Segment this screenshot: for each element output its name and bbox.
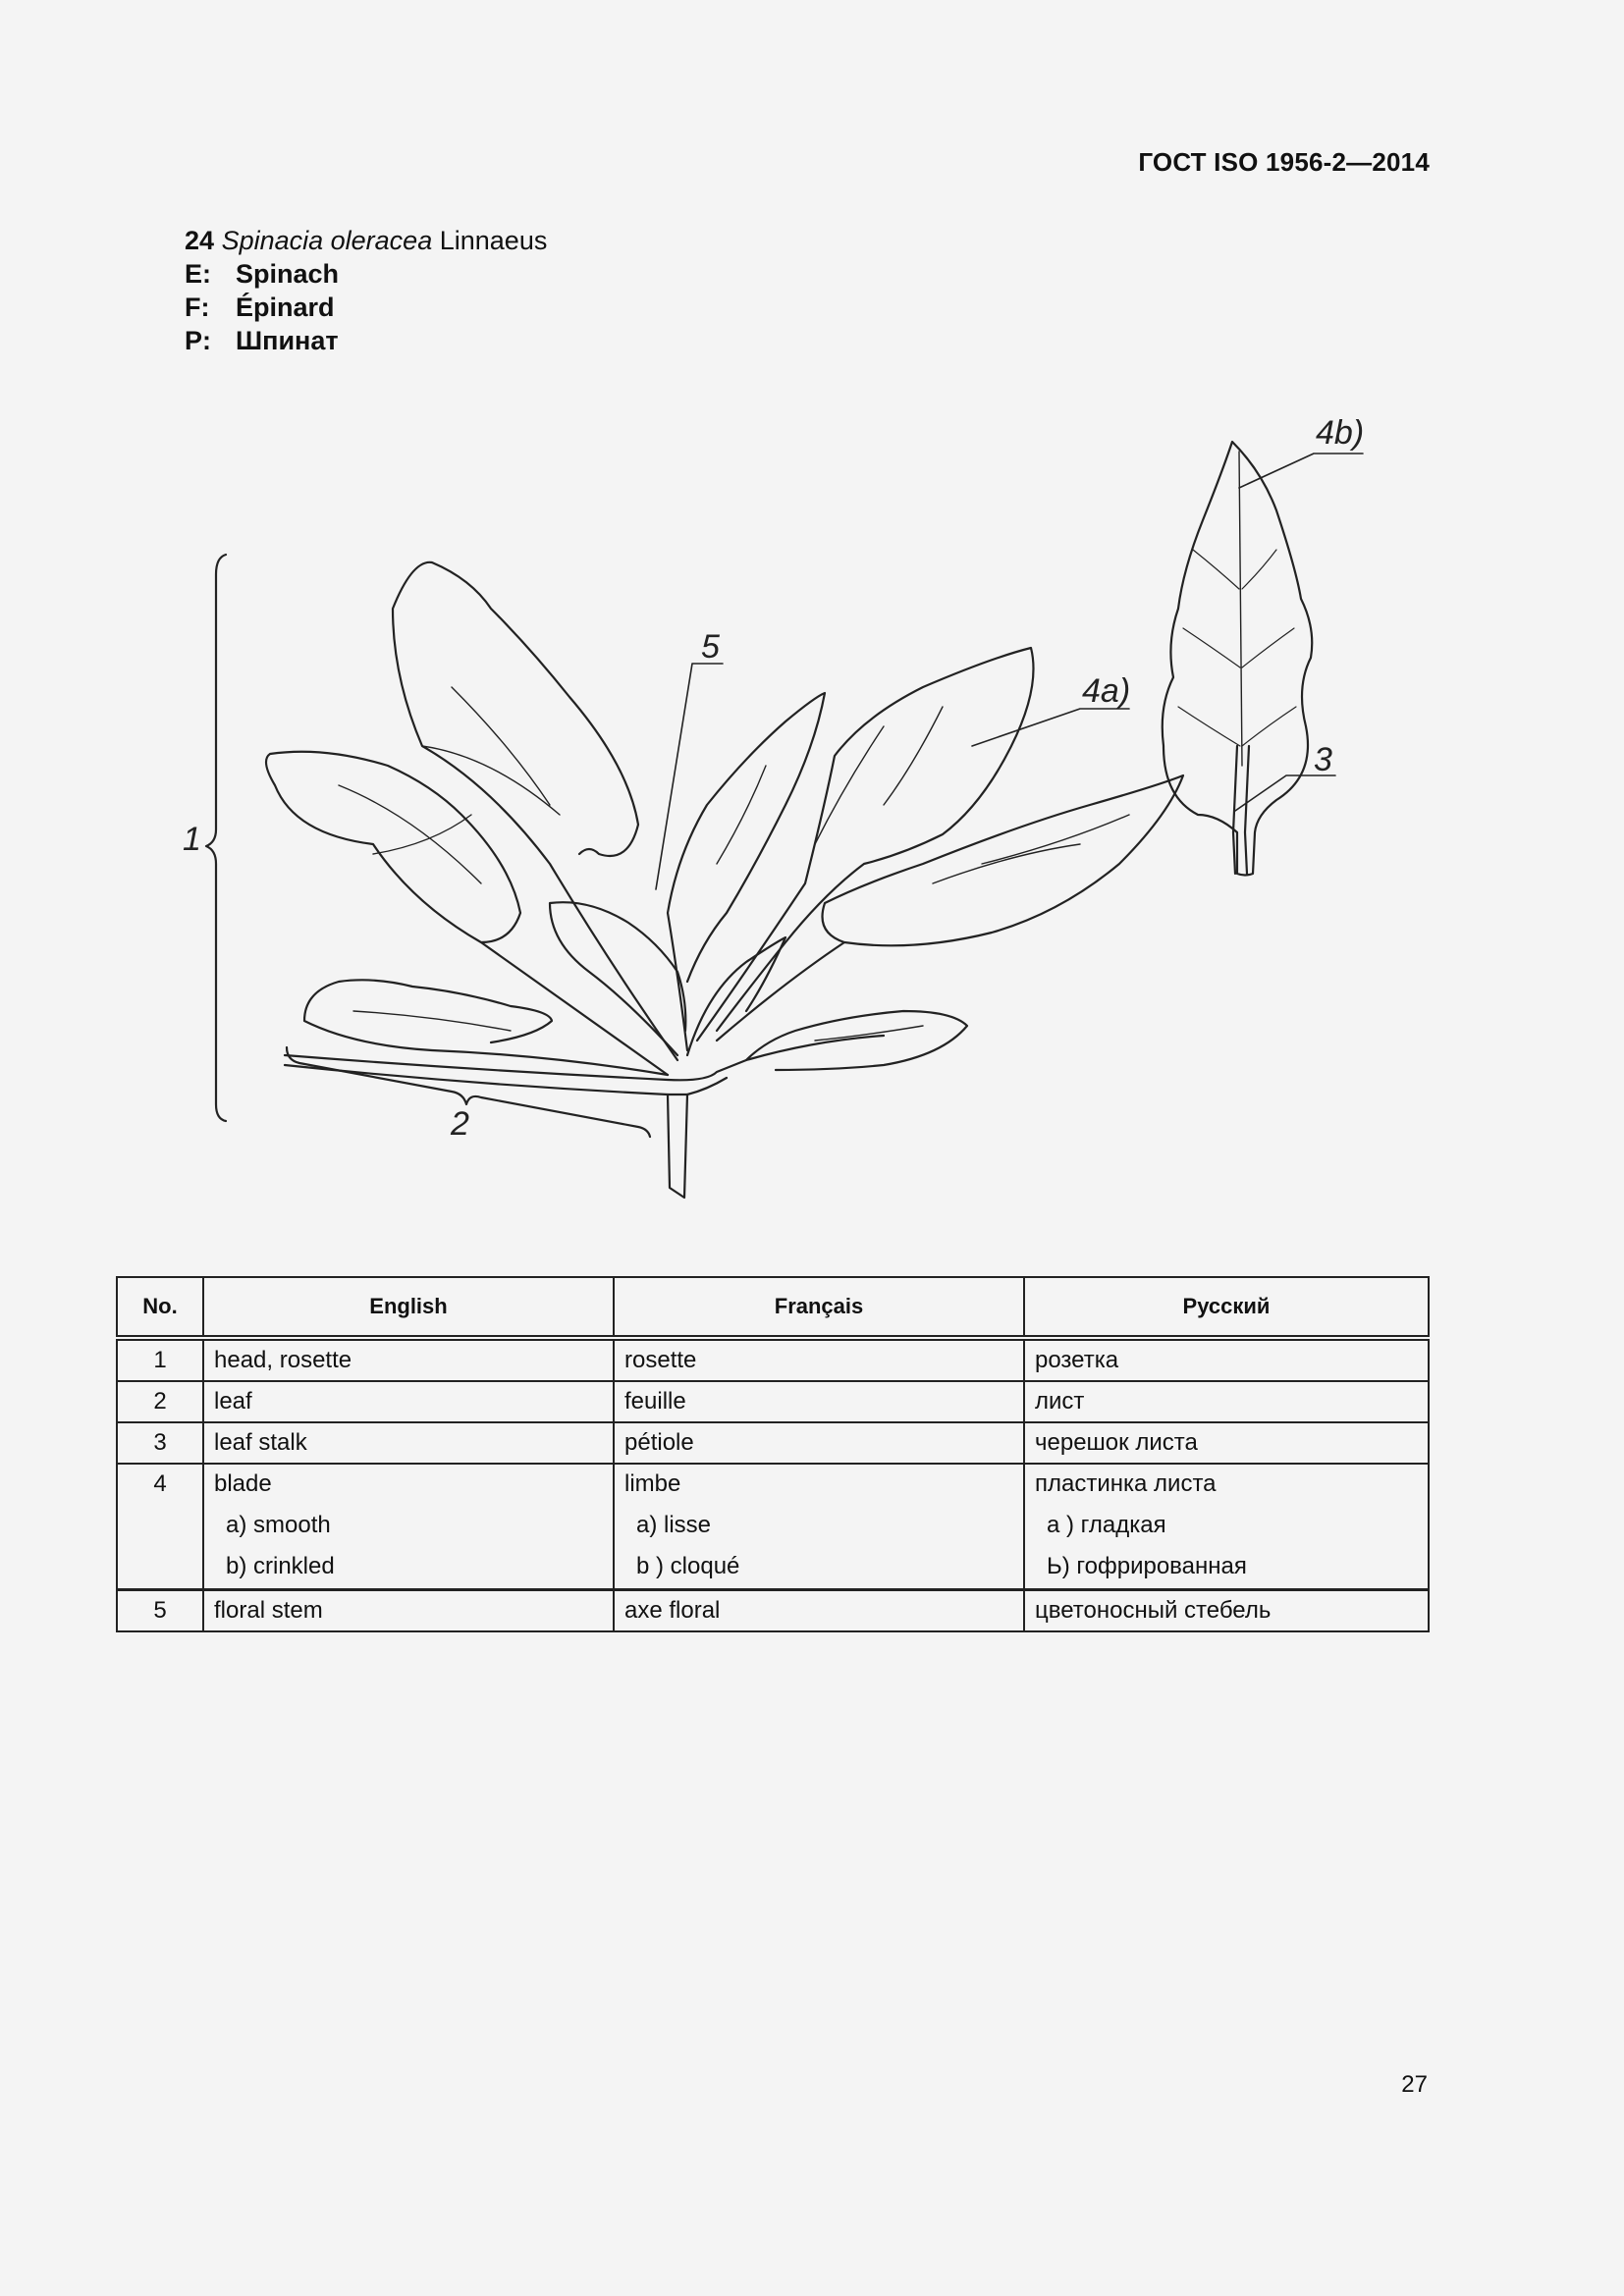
leaf-top-left xyxy=(393,562,677,1060)
english-name-row: E: Spinach xyxy=(185,259,340,289)
header-english: English xyxy=(203,1277,614,1338)
authority: Linnaeus xyxy=(439,226,548,255)
leaf-center xyxy=(668,693,825,1050)
latin-name: Spinacia oleracea xyxy=(221,226,433,255)
label-3: 3 xyxy=(1314,741,1332,778)
english-name: Spinach xyxy=(236,259,340,289)
leaf-4a xyxy=(697,648,1034,1041)
leaf-far-right xyxy=(717,775,1183,1041)
label-2: 2 xyxy=(451,1105,469,1143)
russian-name: Шпинат xyxy=(236,326,339,355)
main-stem xyxy=(668,1095,687,1198)
label-1: 1 xyxy=(183,821,201,858)
french-name-row: F: Épinard xyxy=(185,293,335,322)
russian-name-row: P: Шпинат xyxy=(185,326,339,355)
label-4a: 4a) xyxy=(1082,672,1131,710)
label-5: 5 xyxy=(701,628,720,666)
page-number: 27 xyxy=(1401,2071,1428,2098)
standard-code: ГОСТ ISO 1956-2—2014 xyxy=(1138,147,1430,177)
table-header-row xyxy=(117,1277,1429,1338)
header-french: Français xyxy=(614,1277,1024,1338)
table-row: 3 leaf stalk pétiole черешок листа xyxy=(117,1422,1429,1464)
rosette-brace xyxy=(206,555,226,1121)
table-row: 4 blade a) smooth b) crinkled limbe a) lisse b ) cloqué пластинка листа a ) гладкая Ь) гофрированная xyxy=(117,1464,1429,1590)
species-number: 24 xyxy=(185,226,215,255)
leaf-lower-right xyxy=(746,1011,967,1070)
terms-table xyxy=(116,1276,1430,1632)
table-row: 1 head, rosette rosette розетка xyxy=(117,1338,1429,1381)
leaf-left xyxy=(266,752,668,1075)
table-row: 5 floral stem axe floral цветоносный стебель xyxy=(117,1590,1429,1632)
header-russian: Русский xyxy=(1024,1277,1429,1338)
header-no: No. xyxy=(117,1277,203,1338)
table-row: 2 leaf feuille лист xyxy=(117,1381,1429,1422)
leaf-inner xyxy=(550,902,685,1055)
french-name: Épinard xyxy=(236,293,335,322)
label-4b: 4b) xyxy=(1316,414,1365,452)
